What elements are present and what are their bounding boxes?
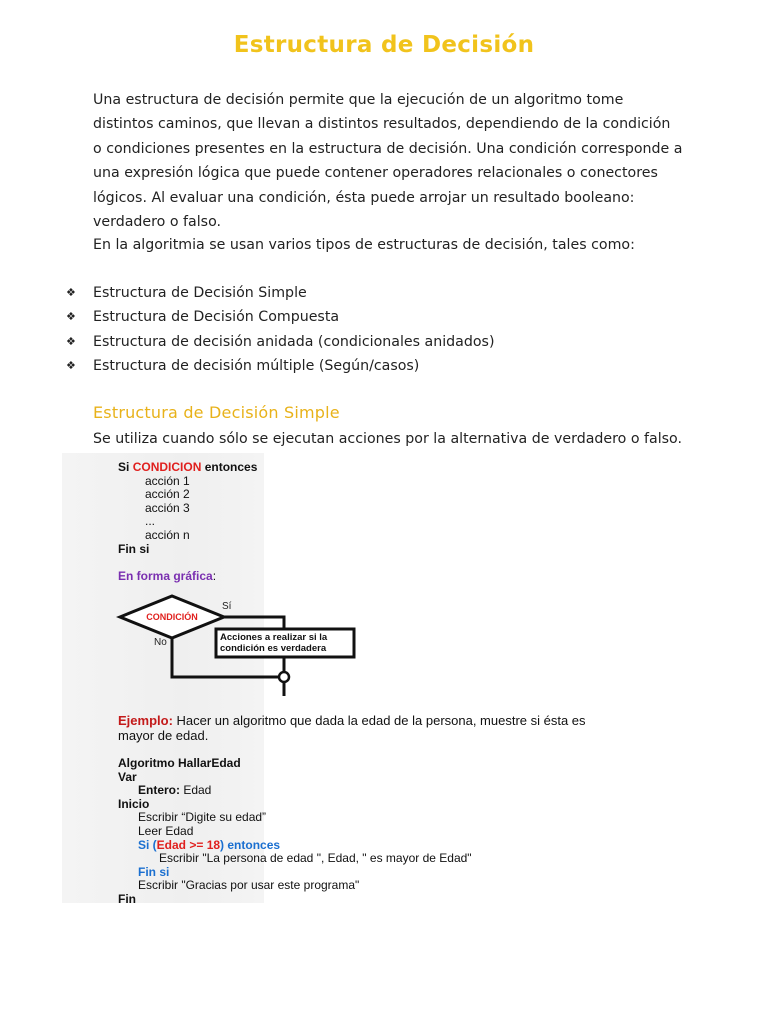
flowchart bbox=[110, 588, 380, 698]
diamond-bullet-icon: ❖ bbox=[66, 359, 76, 373]
diamond-bullet-icon: ❖ bbox=[66, 334, 76, 348]
condition-label: CONDICIÓN bbox=[146, 612, 198, 622]
list-item: ❖ Estructura de decisión múltiple (Según/casos) bbox=[66, 354, 494, 378]
diamond-bullet-icon: ❖ bbox=[66, 310, 76, 324]
page-title: Estructura de Decisión bbox=[233, 32, 535, 58]
list-item: ❖ Estructura de decisión anidada (condicionales anidados) bbox=[66, 330, 494, 354]
types-intro: En la algoritmia se usan varios tipos de estructuras de decisión, tales como: bbox=[93, 237, 635, 253]
intro-paragraph: Una estructura de decisión permite que la ejecución de un algoritmo tome distintos caminos, que llevan a distintos resultados, dependiendo de la condición o condiciones presentes en la estructura de decisión. Una condición corresponde a una expresión lógica que puede contener operadores relacionales o conectores lógicos. Al evaluar una condición, ésta puede arrojar un resultado booleano: verdadero o falso. bbox=[93, 92, 683, 231]
diamond-bullet-icon: ❖ bbox=[66, 286, 76, 299]
list-item: ❖ Estructura de Decisión Compuesta bbox=[66, 305, 494, 329]
yes-arrow bbox=[224, 617, 284, 629]
example-algorithm: Algoritmo HallarEdad Var Entero: Edad Inicio Escribir “Digite su edad” Leer Edad Si (Edad >= 18) entonces Escribir "La persona de edad ", Edad, " es mayor de Edad" Fin si Escribir "Gracias por usar este programa" Fin bbox=[118, 756, 472, 906]
types-list bbox=[66, 281, 494, 379]
example-statement: Ejemplo: Hacer un algoritmo que dada la edad de la persona, muestre si ésta es mayor de edad. bbox=[118, 713, 586, 743]
no-label: No bbox=[154, 637, 167, 648]
list-item: ❖ Estructura de Decisión Simple bbox=[66, 281, 494, 305]
section-text: Se utiliza cuando sólo se ejecutan acciones por la alternativa de verdadero o falso. bbox=[93, 431, 682, 447]
action-text-1: Acciones a realizar si la bbox=[220, 632, 328, 643]
graphic-label: En forma gráfica: bbox=[118, 569, 217, 583]
section-heading: Estructura de Decisión Simple bbox=[93, 403, 340, 422]
merge-connector bbox=[279, 672, 289, 682]
yes-label: Sí bbox=[222, 601, 232, 612]
syntax-block: Si CONDICION entonces acción 1 acción 2 acción 3 ... acción n Fin si bbox=[118, 460, 258, 556]
action-text-2: condición es verdadera bbox=[220, 643, 327, 654]
